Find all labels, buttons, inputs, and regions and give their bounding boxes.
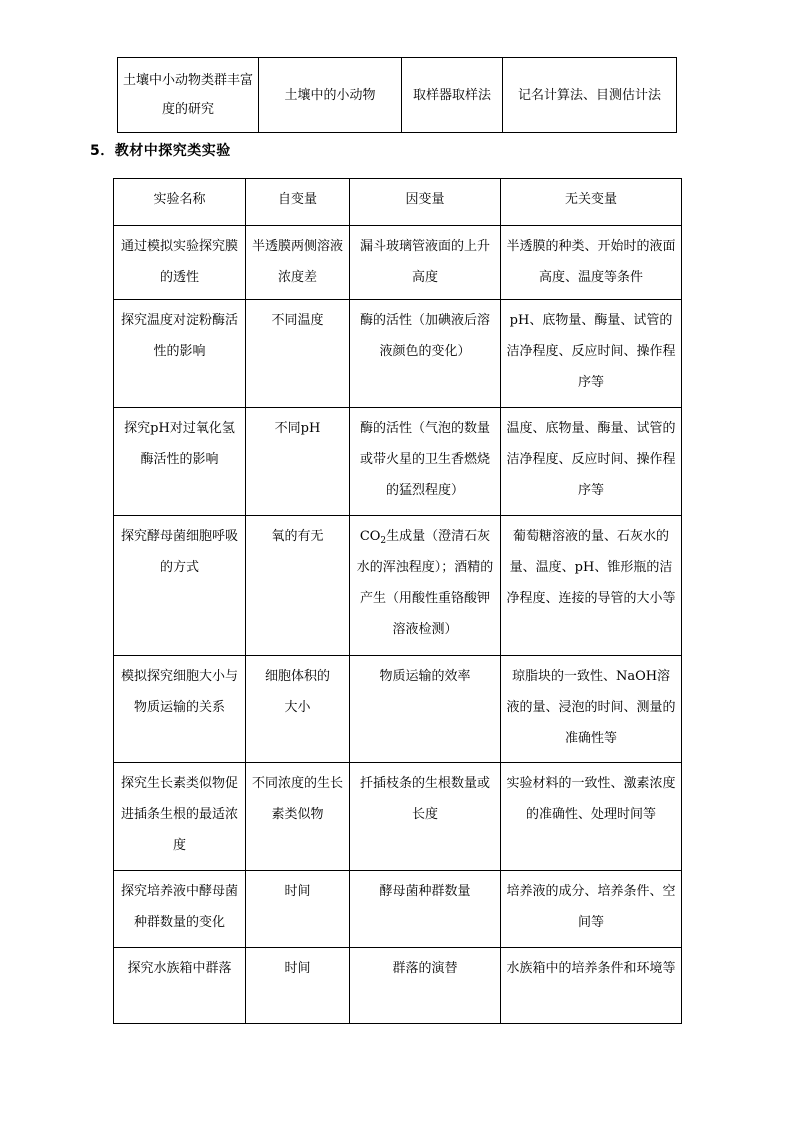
column-header: 无关变量: [501, 179, 682, 226]
table-cell: 酶的活性（气泡的数量或带火星的卫生香燃烧的猛烈程度）: [350, 408, 501, 516]
table-cell: 记名计算法、目测估计法: [503, 58, 677, 133]
table-row: [114, 408, 682, 516]
table-cell: 半透膜两侧溶液浓度差: [246, 226, 350, 300]
table-cell: 探究培养液中酵母菌种群数量的变化: [114, 871, 246, 948]
table-cell: 探究酵母菌细胞呼吸的方式: [114, 516, 246, 656]
table-cell: 探究水族箱中群落: [114, 948, 246, 1024]
column-header: 自变量: [246, 179, 350, 226]
table-cell: 探究生长素类似物促进插条生根的最适浓度: [114, 763, 246, 871]
table-cell: 漏斗玻璃管液面的上升高度: [350, 226, 501, 300]
table-cell: 群落的演替: [350, 948, 501, 1024]
section-heading: 5．教材中探究类实验: [90, 143, 231, 159]
table-cell: 取样器取样法: [402, 58, 503, 133]
table-cell: 培养液的成分、培养条件、空间等: [501, 871, 682, 948]
co2-description: 生成量（澄清石灰水的浑浊程度）；酒精的产生（用酸性重铬酸钾溶液检测）: [356, 529, 494, 637]
table-header-row: [114, 179, 682, 226]
table-cell: 半透膜的种类、开始时的液面高度、温度等条件: [501, 226, 682, 300]
table-row: [114, 656, 682, 763]
co2-symbol: CO: [359, 529, 381, 544]
table-cell: [350, 516, 501, 656]
table-cell: 时间: [246, 948, 350, 1024]
table-cell: 葡萄糖溶液的量、石灰水的量、温度、pH、锥形瓶的洁净程度、连接的导管的大小等: [501, 516, 682, 656]
table-row: [114, 300, 682, 408]
co2-subscript: 2: [380, 536, 387, 546]
table-cell: 土壤中的小动物: [259, 58, 402, 133]
column-header: 因变量: [350, 179, 501, 226]
table-cell: 水族箱中的培养条件和环境等: [501, 948, 682, 1024]
table-row: [114, 871, 682, 948]
table-cell: 温度、底物量、酶量、试管的洁净程度、反应时间、操作程序等: [501, 408, 682, 516]
table-cell: pH、底物量、酶量、试管的洁净程度、反应时间、操作程序等: [501, 300, 682, 408]
table-cell: 不同pH: [246, 408, 350, 516]
top-table: [117, 57, 677, 133]
table-cell: 琼脂块的一致性、NaOH溶液的量、浸泡的时间、测量的准确性等: [501, 656, 682, 763]
table-cell: 不同浓度的生长素类似物: [246, 763, 350, 871]
table-cell: 实验材料的一致性、激素浓度的准确性、处理时间等: [501, 763, 682, 871]
table-row: [114, 948, 682, 1024]
table-row: [114, 763, 682, 871]
table-cell: 土壤中小动物类群丰富度的研究: [118, 58, 259, 133]
table-cell: 通过模拟实验探究膜的透性: [114, 226, 246, 300]
table-row: [114, 226, 682, 300]
table-cell: 模拟探究细胞大小与物质运输的关系: [114, 656, 246, 763]
table-cell: 酵母菌种群数量: [350, 871, 501, 948]
table-cell: 探究温度对淀粉酶活性的影响: [114, 300, 246, 408]
table-cell: 物质运输的效率: [350, 656, 501, 763]
table-cell: 酶的活性（加碘液后溶液颜色的变化）: [350, 300, 501, 408]
table-cell: 探究pH对过氧化氢酶活性的影响: [114, 408, 246, 516]
table-cell: 扦插枝条的生根数量或长度: [350, 763, 501, 871]
experiments-table: [113, 178, 682, 1024]
column-header: 实验名称: [114, 179, 246, 226]
table-cell: 氧的有无: [246, 516, 350, 656]
table-cell: 时间: [246, 871, 350, 948]
table-row: [114, 516, 682, 656]
table-cell: 细胞体积的大小: [246, 656, 350, 763]
table-row: [118, 58, 677, 133]
table-cell: 不同温度: [246, 300, 350, 408]
